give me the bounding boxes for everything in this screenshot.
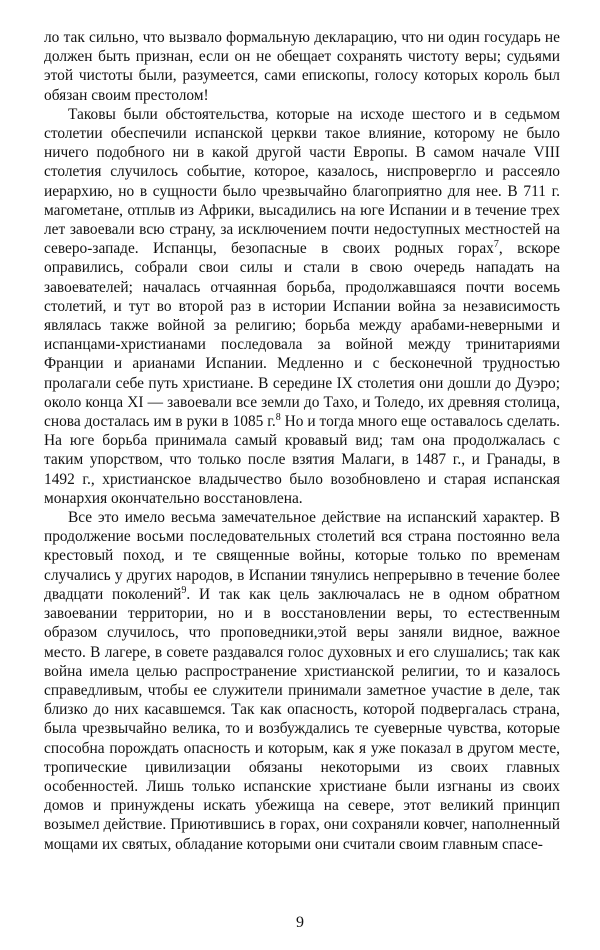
paragraph-text: Все это имело весьма замечательное действие на испанский характер. В продолжение восьми последовательных столетий вся страна постоянно вела крестовый поход, и те священные войны, которые только по временам случались у других народов, в Испании тянулись непрерывно в течение более двадцати поколений [44,509,560,603]
paragraph-text: Но и тогда много еще оставалось сделать. На юге борьба принимала самый кровавый вид; там она продолжалась с таким упорством, что только после взятия Малаги, в 1487 г., и Гранады, в 1492 г., христианское владычество было возобновлено и старая испанская монархия окончательно восстановлена. [44,413,560,507]
paragraph-continuation [44,28,560,105]
paragraph-text: ло так сильно, что вызвало формальную декларацию, что ни один государь не должен быть признан, если он не обещает сохранять чистоту веры; судьями этой чистоты были, разумеется, сами епископы, голосу которых король был обязан своим престолом! [44,29,560,104]
paragraph-text: , вскоре оправились, собрали свои силы и стали в свою очередь нападать на завоевателей; началась отчаянная борьба, продолжавшаяся почти восемь столетий, и тут во второй раз в истории Испании война за независимость являлась также войной за религию; борьба между арабами-неверными и испанцами-христианами последовала за войной между тринитариями Франции и арианами Испании. Медленно и с бесконечной трудностью пролагали себе путь христиане. В середине IX столетия они дошли до Дуэро; около конца XI — завоевали все земли до Тахо, и Толедо, их древняя столица, снова досталась им в руки в 1085 г. [44,240,560,431]
page-number: 9 [296,914,304,931]
footnote-ref-9: 9 [181,584,187,596]
paragraph-text: Таковы были обстоятельства, которые на исходе шестого и в седьмом столетии обеспечили испанской церкви такое влияние, которому не было ничего подобного ни в какой другой части Европы. В самом начале VIII столетия случилось событие, которое, казалось, ниспровергло и рассеяло иерархию, но в сущности было чрезвычайно благоприятно для нее. В 711 г. магометане, отплыв из Африки, высадились на юге Испании и в течение трех лет завоевали всю страну, за исключением почти недоступных местностей на северо-западе. Испанцы, безопасные в своих родных горах [44,105,560,258]
paragraph-character [44,508,560,854]
paragraph-text: . И так как цель заключалась не в одном обратном завоевании территории, но и в восстановлении веры, то естественным образом случилось, что проповедники,этой веры заняли видное, важное место. В лагере, в совете раздавался голос духовных и его слушались; так как война имела целью распространение христианской религии, то и казалось справедливым, чтобы ее служители принимали заметное участие в деле, так близко до них касавшемся. Так как опасность, которой подвергалась страна, была чрезвычайно велика, то и возбуждались те суеверные чувства, которые способна порождать опасность и которым, как я уже показал в другом месте, тропические цивилизации обязаны некоторыми из своих главных особенностей. Лишь только испанские христиане были изгнаны из своих домов и принуждены искать убежища на севере, этот великий принцип возымел действие. Приютившись в горах, они сохраняли ковчег, наполненный мощами их святых, обладание которыми они считали своим главным спасе- [44,585,561,853]
page-body [44,28,560,854]
footnote-ref-7: 7 [493,239,499,251]
footnote-ref-8: 8 [275,411,281,423]
paragraph-circumstances [44,105,560,508]
